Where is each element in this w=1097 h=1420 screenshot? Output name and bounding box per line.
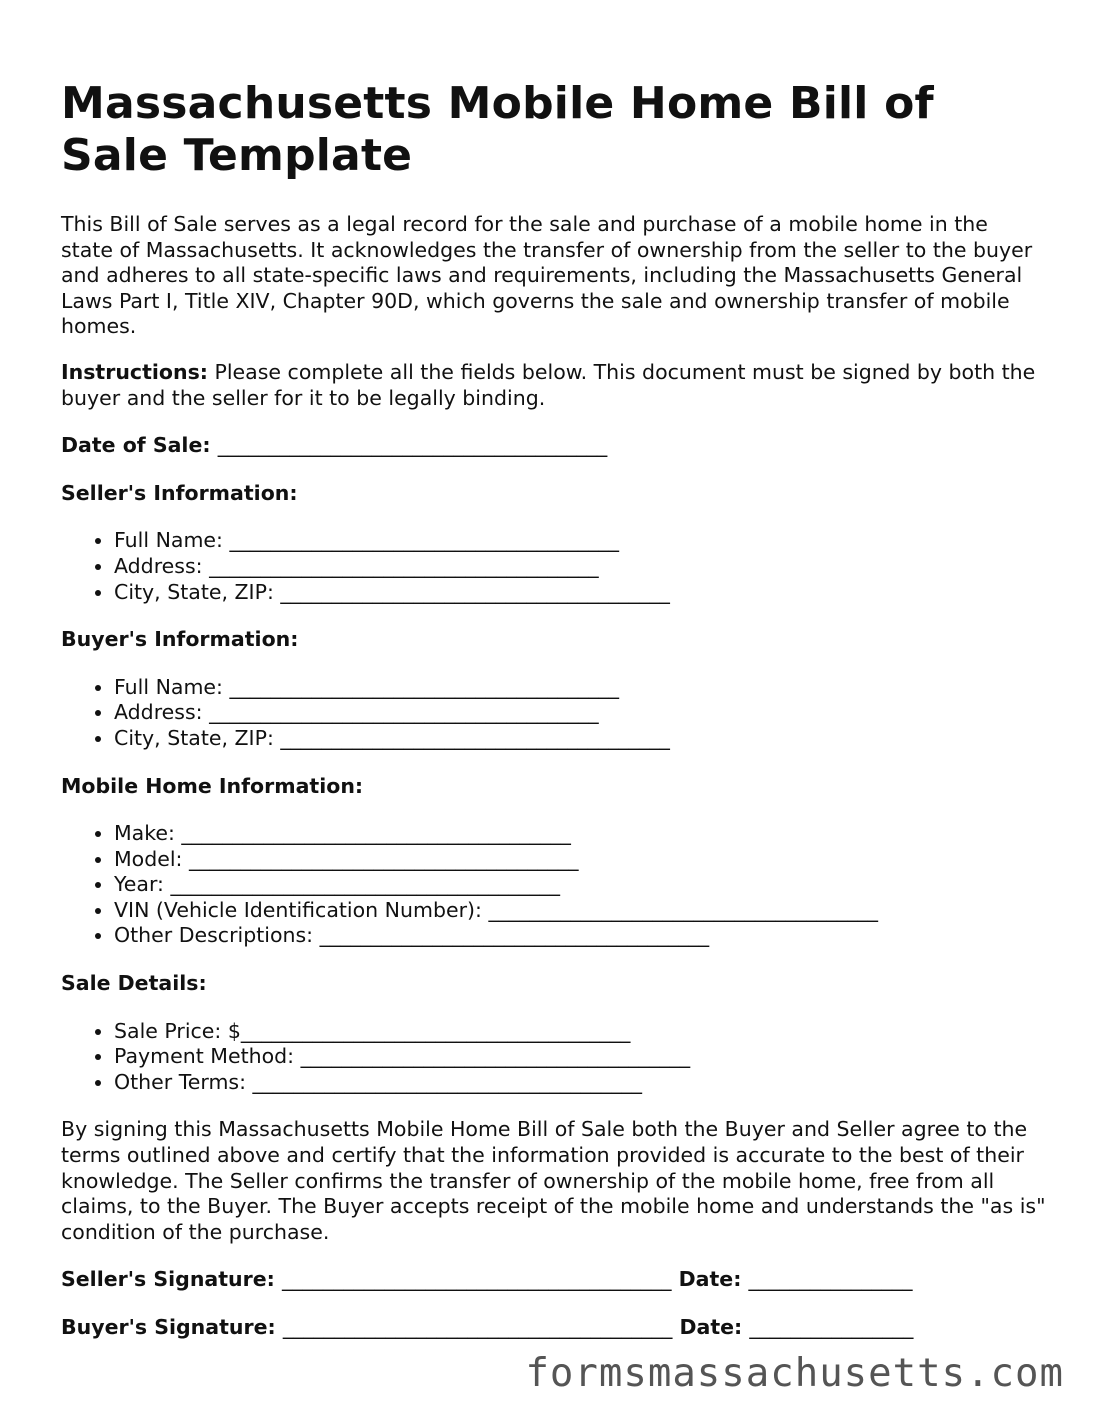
seller-full-name-field[interactable]: • Full Name: ______________________________________ bbox=[114, 528, 1046, 554]
date-of-sale-blank[interactable]: ______________________________________ bbox=[217, 433, 608, 458]
other-terms-field[interactable]: • Other Terms: ______________________________________ bbox=[114, 1070, 1046, 1096]
seller-field-list bbox=[61, 528, 1046, 605]
vin-field[interactable]: • VIN (Vehicle Identification Number): ______________________________________ bbox=[114, 898, 1046, 924]
buyer-date-blank[interactable]: ________________ bbox=[749, 1315, 914, 1339]
seller-address-field[interactable]: • Address: ______________________________________ bbox=[114, 554, 1046, 580]
model-field[interactable]: • Model: ______________________________________ bbox=[114, 847, 1046, 873]
mobile-home-field-list bbox=[61, 821, 1046, 949]
buyer-section-heading: Buyer's Information: bbox=[61, 627, 299, 652]
closing-paragraph: By signing this Massachusetts Mobile Home Bill of Sale both the Buyer and Seller agree to the terms outlined above and certify that the information provided is accurate to the best of their knowledge. The Seller confirms the transfer of ownership of the mobile home, free from all claims, to the Buyer. The Buyer accepts receipt of the mobile home and understands the "as is" condition of the purchase. bbox=[61, 1117, 1046, 1244]
seller-date-blank[interactable]: ________________ bbox=[748, 1267, 913, 1292]
seller-city-state-zip-field[interactable]: • City, State, ZIP: ______________________________________ bbox=[114, 580, 1046, 606]
site-watermark: formsmassachusetts.com bbox=[525, 1351, 1064, 1396]
document-title: Massachusetts Mobile Home Bill of Sale Template bbox=[61, 78, 934, 181]
seller-section-heading: Seller's Information: bbox=[61, 480, 298, 505]
year-field[interactable]: • Year: ______________________________________ bbox=[114, 872, 1046, 898]
payment-method-field[interactable]: • Payment Method: ______________________________________ bbox=[114, 1044, 1046, 1070]
buyer-full-name-field[interactable]: • Full Name: ______________________________________ bbox=[114, 675, 1046, 701]
buyer-signature-label: Buyer's Signature: bbox=[61, 1315, 283, 1339]
date-of-sale-field bbox=[61, 433, 1046, 459]
document-page bbox=[61, 78, 1046, 1341]
instructions-text: Please complete all the fields below. This document must be signed by both the buyer and the seller for it to be legally binding. bbox=[61, 359, 1036, 410]
seller-signature-blank[interactable]: ______________________________________ bbox=[282, 1267, 672, 1292]
other-descriptions-field[interactable]: • Other Descriptions: ______________________________________ bbox=[114, 923, 1046, 949]
instructions-paragraph bbox=[61, 360, 1046, 411]
buyer-field-list bbox=[61, 675, 1046, 752]
sale-price-field[interactable]: • Sale Price: $______________________________________ bbox=[114, 1019, 1046, 1045]
buyer-signature-row bbox=[61, 1315, 1046, 1341]
buyer-address-field[interactable]: • Address: ______________________________________ bbox=[114, 700, 1046, 726]
buyer-city-state-zip-field[interactable]: • City, State, ZIP: ______________________________________ bbox=[114, 726, 1046, 752]
seller-signature-row bbox=[61, 1267, 1046, 1293]
sale-details-section-heading: Sale Details: bbox=[61, 971, 207, 996]
seller-date-label: Date: bbox=[671, 1267, 749, 1292]
date-of-sale-label: Date of Sale: bbox=[61, 433, 218, 458]
make-field[interactable]: • Make: ______________________________________ bbox=[114, 821, 1046, 847]
buyer-date-label: Date: bbox=[672, 1315, 750, 1339]
sale-details-field-list bbox=[61, 1019, 1046, 1096]
buyer-signature-blank[interactable]: ______________________________________ bbox=[282, 1315, 673, 1339]
mobile-home-section-heading: Mobile Home Information: bbox=[61, 773, 364, 798]
instructions-label: Instructions: bbox=[61, 359, 208, 384]
intro-paragraph: This Bill of Sale serves as a legal record for the sale and purchase of a mobile home in the state of Massachusetts. It acknowledges the transfer of ownership from the seller to the buyer and adheres to all state-specific laws and requirements, including the Massachusetts General Laws Part I, Title XIV, Chapter 90D, which governs the sale and ownership transfer of mobile homes. bbox=[61, 212, 1033, 339]
seller-signature-label: Seller's Signature: bbox=[61, 1267, 282, 1292]
